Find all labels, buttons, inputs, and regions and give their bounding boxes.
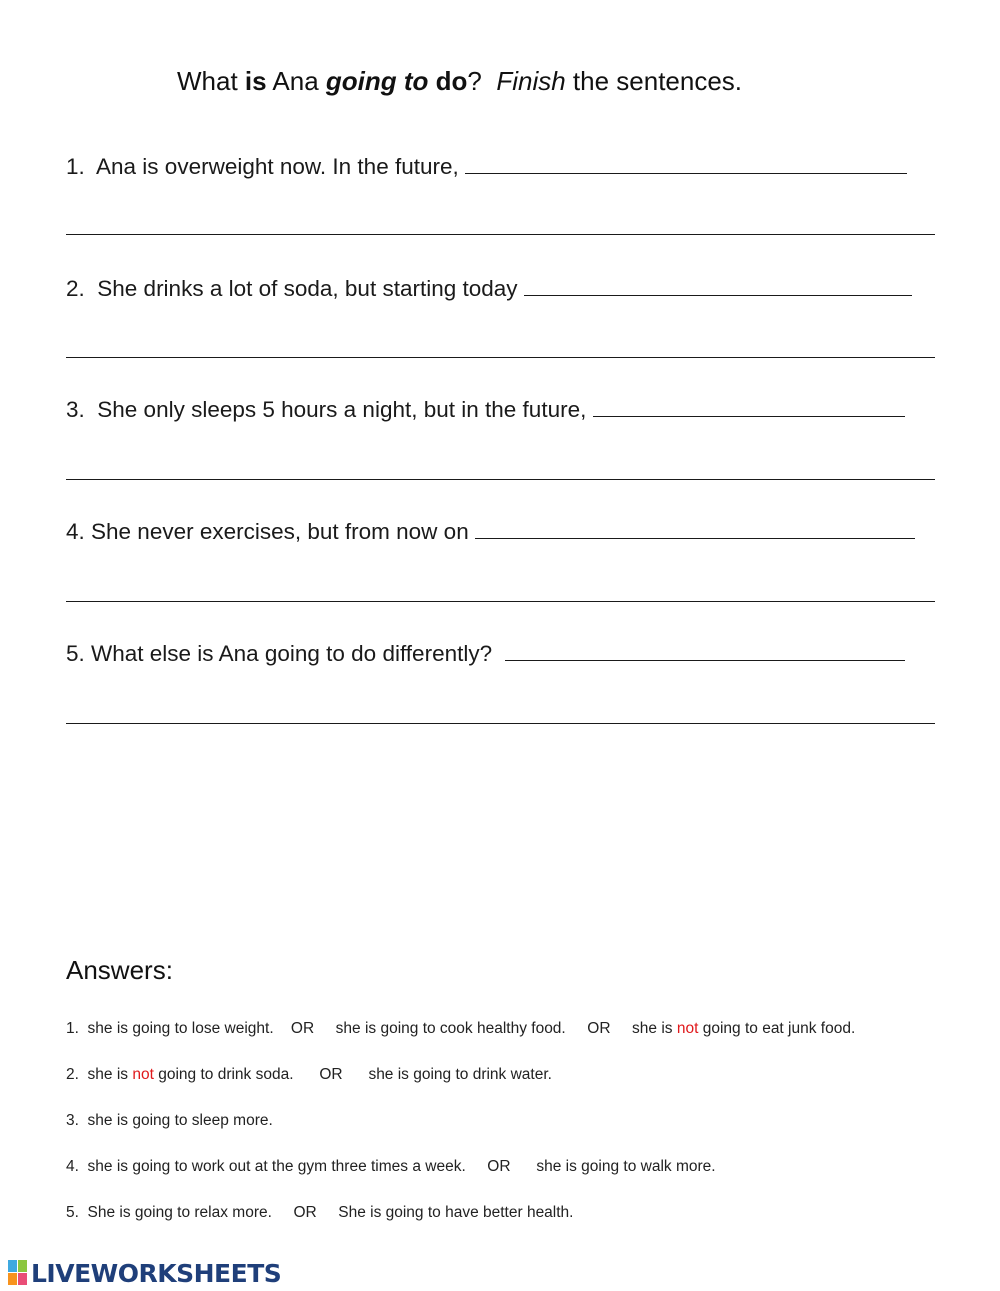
answer-blank-3a[interactable]	[593, 415, 905, 417]
liveworksheets-logo	[8, 1258, 281, 1288]
answer-4: 4. she is going to work out at the gym three times a week. OR she is going to walk more.	[66, 1158, 716, 1175]
question-1: 1. Ana is overweight now. In the future,	[66, 152, 907, 182]
answers-heading: Answers:	[66, 955, 173, 985]
question-2: 2. She drinks a lot of soda, but starting today	[66, 274, 912, 304]
answer-blank-3b[interactable]	[66, 479, 935, 480]
answer-blank-5b[interactable]	[66, 723, 935, 724]
answer-3: 3. she is going to sleep more.	[66, 1112, 273, 1129]
answer-2: 2. she is not going to drink soda. OR she is going to drink water.	[66, 1066, 552, 1083]
answer-blank-2a[interactable]	[524, 294, 912, 296]
question-4: 4. She never exercises, but from now on	[66, 517, 915, 547]
answer-5: 5. She is going to relax more. OR She is going to have better health.	[66, 1204, 574, 1221]
worksheet-title: What is Ana going to do? Finish the sentences.	[177, 66, 743, 96]
answer-blank-2b[interactable]	[66, 357, 935, 358]
question-5: 5. What else is Ana going to do differently?	[66, 639, 905, 669]
answer-blank-4b[interactable]	[66, 601, 935, 602]
answer-blank-1a[interactable]	[465, 172, 907, 174]
liveworksheets-logo-text: LIVEWORKSHEETS	[31, 1258, 282, 1288]
answer-blank-4a[interactable]	[475, 537, 915, 539]
question-3: 3. She only sleeps 5 hours a night, but in the future,	[66, 395, 905, 425]
answer-blank-1b[interactable]	[66, 234, 935, 235]
answer-blank-5a[interactable]	[505, 659, 905, 661]
answer-1: 1. she is going to lose weight. OR she is going to cook healthy food. OR she is not going to eat junk food.	[66, 1020, 856, 1037]
liveworksheets-logo-icon	[8, 1260, 28, 1286]
